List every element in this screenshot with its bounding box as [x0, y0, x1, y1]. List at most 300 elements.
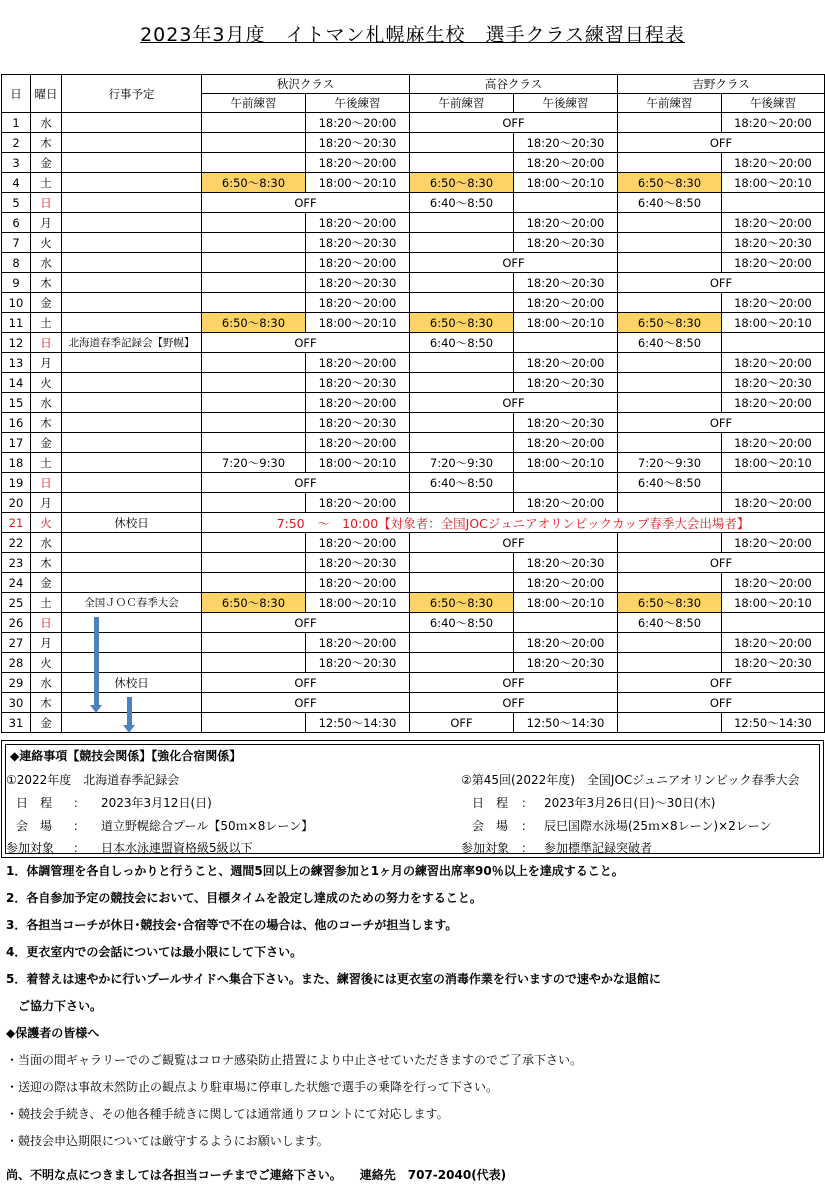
- table-row: [2, 513, 825, 533]
- time-cell: 18:20～20:00: [306, 113, 410, 133]
- time-cell: [618, 633, 722, 653]
- time-cell: 18:00～20:10: [514, 173, 618, 193]
- header-am: 午前練習: [618, 94, 722, 113]
- day-cell: 18: [2, 453, 31, 473]
- day-cell: 1: [2, 113, 31, 133]
- note-line: 3．各担当コーチが休日･競技会･合宿等で不在の場合は、他のコーチが担当します。: [6, 918, 458, 932]
- time-cell: [618, 373, 722, 393]
- weekday-cell: 土: [31, 313, 62, 333]
- event-cell: [62, 273, 202, 293]
- time-cell: [410, 153, 514, 173]
- time-cell: 18:20～20:00: [722, 493, 825, 513]
- note-line: ・競技会申込期限については厳守するようにお願いします。: [6, 1134, 329, 1148]
- event-cell: [62, 573, 202, 593]
- day-cell: 27: [2, 633, 31, 653]
- table-row: [2, 333, 825, 353]
- time-cell: OFF: [618, 273, 825, 293]
- time-cell: [202, 713, 306, 733]
- weekday-cell: 火: [31, 373, 62, 393]
- time-cell: OFF: [202, 193, 410, 213]
- time-cell: 18:20～20:00: [514, 213, 618, 233]
- weekday-cell: 金: [31, 153, 62, 173]
- table-row: [2, 493, 825, 513]
- time-cell: 6:40～8:50: [410, 333, 514, 353]
- time-cell: [722, 333, 825, 353]
- weekday-cell: 水: [31, 533, 62, 553]
- day-cell: 23: [2, 553, 31, 573]
- info-right-target: 参加標準記録突破者: [544, 841, 653, 855]
- info-right-date-label: 日 程: [472, 796, 509, 810]
- header-class-akisawa: 秋沢クラス: [202, 75, 410, 94]
- time-cell: [722, 473, 825, 493]
- time-cell: [618, 493, 722, 513]
- time-cell: 18:20～20:00: [306, 153, 410, 173]
- time-cell: [618, 353, 722, 373]
- day-cell: 24: [2, 573, 31, 593]
- table-row: [2, 553, 825, 573]
- day-cell: 2: [2, 133, 31, 153]
- time-cell: 12:50～14:30: [306, 713, 410, 733]
- time-cell: 18:20～20:30: [722, 373, 825, 393]
- time-cell: 12:50～14:30: [722, 713, 825, 733]
- time-cell: 18:20～20:00: [514, 493, 618, 513]
- time-cell: [618, 433, 722, 453]
- weekday-cell: 土: [31, 453, 62, 473]
- time-cell: 18:20～20:00: [306, 433, 410, 453]
- event-cell: [62, 493, 202, 513]
- time-cell: OFF: [202, 693, 410, 713]
- time-cell: 6:50～8:30: [410, 593, 514, 613]
- day-cell: 3: [2, 153, 31, 173]
- weekday-cell: 水: [31, 113, 62, 133]
- time-cell: [618, 253, 722, 273]
- time-cell: [202, 113, 306, 133]
- time-cell: 18:20～20:30: [306, 653, 410, 673]
- table-row: [2, 453, 825, 473]
- time-cell: 18:20～20:00: [722, 293, 825, 313]
- event-cell: [62, 393, 202, 413]
- day-cell: 21: [2, 513, 31, 533]
- weekday-cell: 火: [31, 233, 62, 253]
- weekday-cell: 木: [31, 693, 62, 713]
- time-cell: OFF: [202, 333, 410, 353]
- time-cell: 18:20～20:30: [722, 233, 825, 253]
- event-cell: [62, 253, 202, 273]
- guardian-heading: ◆保護者の皆様へ: [6, 1026, 100, 1040]
- note-line: 1．体調管理を各自しっかりと行うこと、週間5回以上の練習参加と1ヶ月の練習出席率90％以上を達成すること。: [6, 864, 624, 878]
- time-cell: 18:00～20:10: [722, 593, 825, 613]
- header-pm: 午後練習: [514, 94, 618, 113]
- time-cell: [202, 553, 306, 573]
- time-cell: 18:20～20:00: [722, 353, 825, 373]
- event-cell: [62, 473, 202, 493]
- day-cell: 19: [2, 473, 31, 493]
- weekday-cell: 水: [31, 393, 62, 413]
- time-cell: 6:50～8:30: [202, 593, 306, 613]
- info-right-date: 2023年3月26日(日)～30日(木): [544, 796, 716, 810]
- time-cell: 18:20～20:00: [514, 153, 618, 173]
- time-cell: [202, 133, 306, 153]
- day-cell: 29: [2, 673, 31, 693]
- time-cell: 18:00～20:10: [306, 593, 410, 613]
- event-cell: [62, 413, 202, 433]
- event-cell: [62, 153, 202, 173]
- event-cell: [62, 373, 202, 393]
- time-cell: OFF: [410, 393, 618, 413]
- time-cell: 18:00～20:10: [306, 453, 410, 473]
- time-cell: 7:20～9:30: [410, 453, 514, 473]
- time-cell: 6:40～8:50: [410, 193, 514, 213]
- info-right-title: ②第45回(2022年度) 全国JOCジュニアオリンピック春季大会: [461, 773, 800, 787]
- event-cell: [62, 113, 202, 133]
- table-row: [2, 693, 825, 713]
- time-cell: [202, 633, 306, 653]
- weekday-cell: 火: [31, 653, 62, 673]
- time-cell: OFF: [618, 693, 825, 713]
- event-cell: [62, 313, 202, 333]
- time-cell: 18:20～20:30: [514, 553, 618, 573]
- time-cell: OFF: [618, 133, 825, 153]
- info-left-title: ①2022年度 北海道春季記録会: [6, 773, 180, 787]
- down-arrow-icon: [127, 697, 132, 726]
- event-cell: [62, 553, 202, 573]
- table-row: [2, 673, 825, 693]
- day-cell: 9: [2, 273, 31, 293]
- info-heading: ◆連絡事項【競技会関係】【強化合宿関係】: [10, 749, 242, 763]
- table-row: [2, 133, 825, 153]
- day-cell: 31: [2, 713, 31, 733]
- table-row: [2, 413, 825, 433]
- time-cell: 18:20～20:30: [722, 653, 825, 673]
- note-line: 5．着替えは速やかに行いプールサイドへ集合下さい。また、練習後には更衣室の消毒作業を行いますので速やかな退館に: [6, 972, 661, 986]
- time-cell: OFF: [202, 613, 410, 633]
- time-cell: 18:00～20:10: [514, 593, 618, 613]
- table-row: [2, 393, 825, 413]
- time-cell: 18:00～20:10: [722, 453, 825, 473]
- time-cell: [410, 133, 514, 153]
- time-cell: 6:40～8:50: [410, 613, 514, 633]
- time-cell: [202, 373, 306, 393]
- time-cell: 18:20～20:00: [722, 633, 825, 653]
- day-cell: 17: [2, 433, 31, 453]
- header-class-yoshino: 吉野クラス: [618, 75, 825, 94]
- time-cell: [618, 713, 722, 733]
- event-cell: [62, 653, 202, 673]
- weekday-cell: 木: [31, 133, 62, 153]
- event-cell: [62, 533, 202, 553]
- time-cell: [202, 293, 306, 313]
- down-arrow-icon: [94, 617, 99, 706]
- time-cell: 18:20～20:00: [306, 293, 410, 313]
- event-cell: [62, 613, 202, 633]
- note-line: 2．各自参加予定の競技会において、目標タイムを設定し達成のための努力をすること。: [6, 891, 482, 905]
- time-cell: 18:20～20:00: [306, 573, 410, 593]
- info-box: [1, 740, 824, 858]
- weekday-cell: 木: [31, 273, 62, 293]
- time-cell: [202, 153, 306, 173]
- time-cell: [410, 373, 514, 393]
- time-cell: [410, 553, 514, 573]
- time-cell: 18:20～20:00: [722, 113, 825, 133]
- time-cell: [202, 353, 306, 373]
- event-cell: [62, 233, 202, 253]
- time-cell: 7:20～9:30: [202, 453, 306, 473]
- info-colon: ：: [73, 796, 86, 810]
- info-left-date: 2023年3月12日(日): [101, 796, 212, 810]
- table-row: [2, 213, 825, 233]
- time-cell: 18:00～20:10: [722, 313, 825, 333]
- info-left-target-label: 参加対象: [6, 841, 55, 855]
- weekday-cell: 月: [31, 213, 62, 233]
- weekday-cell: 木: [31, 553, 62, 573]
- info-colon: ：: [73, 841, 86, 855]
- weekday-cell: 日: [31, 613, 62, 633]
- time-cell: OFF: [202, 673, 410, 693]
- day-cell: 20: [2, 493, 31, 513]
- event-cell: [62, 193, 202, 213]
- time-cell: [618, 213, 722, 233]
- time-cell: 6:50～8:30: [202, 173, 306, 193]
- day-cell: 8: [2, 253, 31, 273]
- time-cell: [202, 653, 306, 673]
- time-cell: [722, 193, 825, 213]
- table-row: [2, 573, 825, 593]
- time-cell: 6:50～8:30: [618, 313, 722, 333]
- day-cell: 30: [2, 693, 31, 713]
- time-cell: OFF: [618, 413, 825, 433]
- table-row: [2, 313, 825, 333]
- day-cell: 4: [2, 173, 31, 193]
- time-cell: [410, 633, 514, 653]
- table-row: [2, 253, 825, 273]
- time-cell: 18:20～20:30: [306, 233, 410, 253]
- time-cell: 6:50～8:30: [618, 593, 722, 613]
- day-cell: 5: [2, 193, 31, 213]
- time-cell: [202, 413, 306, 433]
- time-cell: [202, 213, 306, 233]
- table-row: [2, 353, 825, 373]
- event-cell: 全国ＪＯＣ春季大会: [62, 593, 202, 613]
- header-event: 行事予定: [62, 75, 202, 113]
- event-cell: 北海道春季記録会【野幌】: [62, 333, 202, 353]
- table-row: [2, 613, 825, 633]
- weekday-cell: 日: [31, 333, 62, 353]
- time-cell: [410, 293, 514, 313]
- time-cell: 18:00～20:10: [514, 313, 618, 333]
- note-line: ・競技会手続き、その他各種手続きに関しては通常通りフロントにて対応します。: [6, 1107, 449, 1121]
- event-cell: [62, 133, 202, 153]
- event-cell: 休校日: [62, 513, 202, 533]
- day-cell: 14: [2, 373, 31, 393]
- event-cell: [62, 353, 202, 373]
- time-cell: 18:00～20:10: [722, 173, 825, 193]
- weekday-cell: 土: [31, 173, 62, 193]
- time-cell: [202, 393, 306, 413]
- day-cell: 6: [2, 213, 31, 233]
- time-cell: OFF: [410, 713, 514, 733]
- time-cell: 18:00～20:10: [514, 453, 618, 473]
- time-cell: 18:20～20:00: [306, 253, 410, 273]
- time-cell: [618, 153, 722, 173]
- table-row: [2, 433, 825, 453]
- time-cell: 18:20～20:00: [306, 213, 410, 233]
- note-line: ご協力下さい。: [6, 999, 103, 1013]
- info-colon: ：: [521, 841, 534, 855]
- weekday-cell: 日: [31, 193, 62, 213]
- weekday-cell: 月: [31, 633, 62, 653]
- time-cell: [722, 613, 825, 633]
- schedule-table: [1, 74, 825, 733]
- day-cell: 11: [2, 313, 31, 333]
- event-cell: [62, 433, 202, 453]
- time-cell: OFF: [410, 253, 618, 273]
- time-cell: 18:20～20:30: [514, 273, 618, 293]
- day-cell: 12: [2, 333, 31, 353]
- info-colon: ：: [73, 819, 86, 833]
- info-right-venue-label: 会 場: [472, 819, 509, 833]
- time-cell: 18:20～20:00: [514, 633, 618, 653]
- time-cell: 18:20～20:00: [722, 213, 825, 233]
- day-cell: 25: [2, 593, 31, 613]
- time-cell: 6:50～8:30: [202, 313, 306, 333]
- time-cell: 18:20～20:30: [514, 413, 618, 433]
- day-cell: 26: [2, 613, 31, 633]
- day-cell: 13: [2, 353, 31, 373]
- time-cell: 6:40～8:50: [618, 613, 722, 633]
- time-cell: 18:20～20:00: [514, 433, 618, 453]
- time-cell: [410, 413, 514, 433]
- info-left-venue-label: 会 場: [16, 819, 53, 833]
- day-cell: 16: [2, 413, 31, 433]
- time-cell: 18:20～20:30: [306, 413, 410, 433]
- event-cell: [62, 633, 202, 653]
- time-cell: [618, 653, 722, 673]
- notice-cell: 7:50 ～ 10:00【対象者：全国JOCジュニアオリンピックカップ春季大会出場者】: [202, 513, 825, 533]
- contact-line: 尚、不明な点につきましては各担当コーチまでご連絡下さい。 連絡先 707-2040(代表): [6, 1168, 507, 1182]
- table-row: [2, 633, 825, 653]
- weekday-cell: 水: [31, 673, 62, 693]
- event-cell: [62, 173, 202, 193]
- info-right-venue: 辰巳国際水泳場(25ｍ×8レーン)×2レーン: [544, 819, 772, 833]
- note-line: ・送迎の際は事故未然防止の観点より駐車場に停車した状態で選手の乗降を行って下さい。: [6, 1080, 499, 1094]
- table-row: [2, 593, 825, 613]
- time-cell: OFF: [410, 533, 618, 553]
- weekday-cell: 木: [31, 413, 62, 433]
- table-row: [2, 373, 825, 393]
- schedule-body: [2, 113, 825, 733]
- time-cell: OFF: [618, 673, 825, 693]
- time-cell: 18:20～20:30: [514, 233, 618, 253]
- table-row: [2, 193, 825, 213]
- weekday-cell: 月: [31, 353, 62, 373]
- time-cell: 18:20～20:00: [722, 573, 825, 593]
- time-cell: 18:20～20:00: [306, 493, 410, 513]
- time-cell: [410, 213, 514, 233]
- time-cell: [202, 253, 306, 273]
- info-colon: ：: [521, 819, 534, 833]
- time-cell: OFF: [410, 693, 618, 713]
- time-cell: 6:50～8:30: [618, 173, 722, 193]
- time-cell: 18:20～20:00: [514, 353, 618, 373]
- time-cell: 18:20～20:00: [306, 633, 410, 653]
- day-cell: 28: [2, 653, 31, 673]
- info-left-date-label: 日 程: [16, 796, 53, 810]
- time-cell: [514, 193, 618, 213]
- time-cell: [410, 233, 514, 253]
- time-cell: 18:20～20:30: [306, 273, 410, 293]
- table-row: [2, 173, 825, 193]
- weekday-cell: 金: [31, 433, 62, 453]
- info-colon: ：: [521, 796, 534, 810]
- time-cell: 18:20～20:30: [514, 373, 618, 393]
- weekday-cell: 金: [31, 573, 62, 593]
- time-cell: 6:40～8:50: [618, 473, 722, 493]
- weekday-cell: 金: [31, 293, 62, 313]
- time-cell: [202, 233, 306, 253]
- time-cell: 18:00～20:10: [306, 173, 410, 193]
- time-cell: 18:20～20:00: [722, 253, 825, 273]
- time-cell: OFF: [410, 113, 618, 133]
- time-cell: 7:20～9:30: [618, 453, 722, 473]
- note-line: 4．更衣室内での会話については最小限にして下さい。: [6, 945, 303, 959]
- time-cell: 18:20～20:30: [514, 133, 618, 153]
- time-cell: 6:40～8:50: [410, 473, 514, 493]
- table-row: [2, 473, 825, 493]
- time-cell: 18:20～20:00: [722, 153, 825, 173]
- time-cell: [514, 473, 618, 493]
- event-cell: [62, 293, 202, 313]
- time-cell: [202, 433, 306, 453]
- time-cell: [410, 653, 514, 673]
- info-box-inner: [5, 744, 820, 854]
- header-am: 午前練習: [410, 94, 514, 113]
- table-row: [2, 653, 825, 673]
- weekday-cell: 金: [31, 713, 62, 733]
- weekday-cell: 土: [31, 593, 62, 613]
- info-right-target-label: 参加対象: [461, 841, 510, 855]
- day-cell: 10: [2, 293, 31, 313]
- time-cell: OFF: [410, 673, 618, 693]
- day-cell: 22: [2, 533, 31, 553]
- time-cell: 6:50～8:30: [410, 313, 514, 333]
- time-cell: 18:20～20:00: [514, 293, 618, 313]
- time-cell: 18:20～20:00: [306, 533, 410, 553]
- event-cell: 休校日: [62, 673, 202, 693]
- weekday-cell: 火: [31, 513, 62, 533]
- time-cell: 6:50～8:30: [410, 173, 514, 193]
- time-cell: 18:20～20:30: [306, 373, 410, 393]
- time-cell: [410, 353, 514, 373]
- table-row: [2, 533, 825, 553]
- table-row: [2, 113, 825, 133]
- info-left-target: 日本水泳連盟資格級5級以下: [101, 841, 253, 855]
- time-cell: [618, 533, 722, 553]
- time-cell: 6:40～8:50: [618, 193, 722, 213]
- time-cell: 18:20～20:30: [306, 553, 410, 573]
- weekday-cell: 日: [31, 473, 62, 493]
- time-cell: [514, 613, 618, 633]
- time-cell: [410, 573, 514, 593]
- weekday-cell: 月: [31, 493, 62, 513]
- header-class-takaya: 高谷クラス: [410, 75, 618, 94]
- note-line: ・当面の間ギャラリーでのご観覧はコロナ感染防止措置により中止させていただきますのでご了承下さい。: [6, 1053, 583, 1067]
- time-cell: 18:20～20:00: [722, 393, 825, 413]
- weekday-cell: 水: [31, 253, 62, 273]
- time-cell: [202, 573, 306, 593]
- header-weekday: 曜日: [31, 75, 62, 113]
- time-cell: [618, 233, 722, 253]
- time-cell: 18:20～20:00: [306, 353, 410, 373]
